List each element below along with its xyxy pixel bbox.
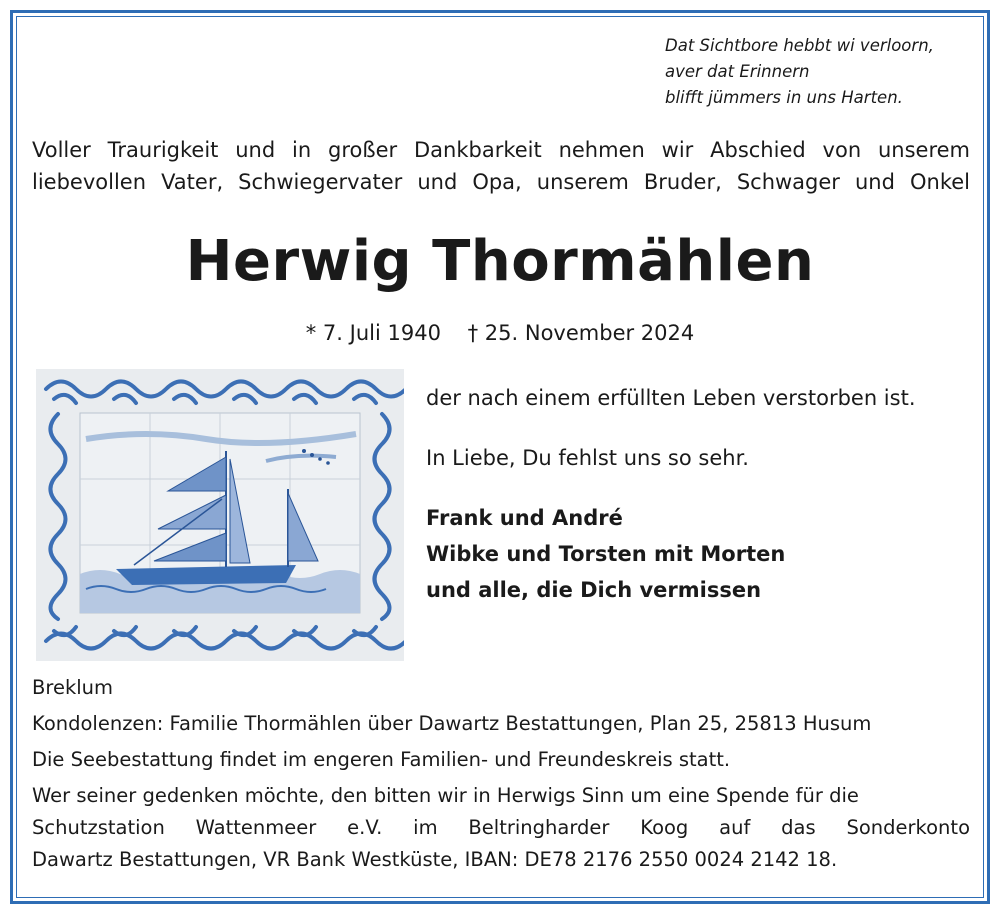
intro-line: liebevollen Vater, Schwiegervater und Opa, unserem Bruder, Schwager und Onkel xyxy=(32,170,970,194)
message-line: der nach einem erfüllten Leben verstorben ist. xyxy=(426,386,916,410)
poem-line: blifft jümmers in uns Harten. xyxy=(665,88,903,107)
life-dates xyxy=(0,318,1000,348)
burial-note: Die Seebestattung findet im engeren Familien- und Freundeskreis statt. xyxy=(32,748,731,771)
poem-line: aver dat Erinnern xyxy=(665,62,810,81)
intro-text xyxy=(32,134,970,198)
message-line: In Liebe, Du fehlst uns so sehr. xyxy=(426,446,749,470)
birth-date: * 7. Juli 1940 xyxy=(305,321,441,345)
family-signatures xyxy=(426,500,785,608)
death-date: † 25. November 2024 xyxy=(467,321,695,345)
intro-line: Voller Traurigkeit und in großer Dankbarkeit nehmen wir Abschied von unserem xyxy=(32,138,970,162)
ship-tile-image xyxy=(36,369,404,661)
condolences: Kondolenzen: Familie Thormählen über Dawartz Bestattungen, Plan 25, 25813 Husum xyxy=(32,712,872,735)
donation-line: Dawartz Bestattungen, VR Bank Westküste, IBAN: DE78 2176 2550 0024 2142 18. xyxy=(32,848,838,871)
poem xyxy=(665,33,985,111)
donation-line: Wer seiner gedenken möchte, den bitten wir in Herwigs Sinn um eine Spende für die xyxy=(32,784,859,807)
family-line: Wibke und Torsten mit Morten xyxy=(426,542,786,566)
place: Breklum xyxy=(32,676,114,699)
family-line: und alle, die Dich vermissen xyxy=(426,578,762,602)
deceased-name: Herwig Thormählen xyxy=(185,229,815,294)
footer-block xyxy=(32,672,970,876)
poem-line: Dat Sichtbore hebbt wi verloorn, xyxy=(665,36,934,55)
donation-line: Schutzstation Wattenmeer e.V. im Beltringharder Koog auf das Sonderkonto xyxy=(32,816,970,839)
family-line: Frank und André xyxy=(426,506,623,530)
donation-note xyxy=(32,780,970,876)
